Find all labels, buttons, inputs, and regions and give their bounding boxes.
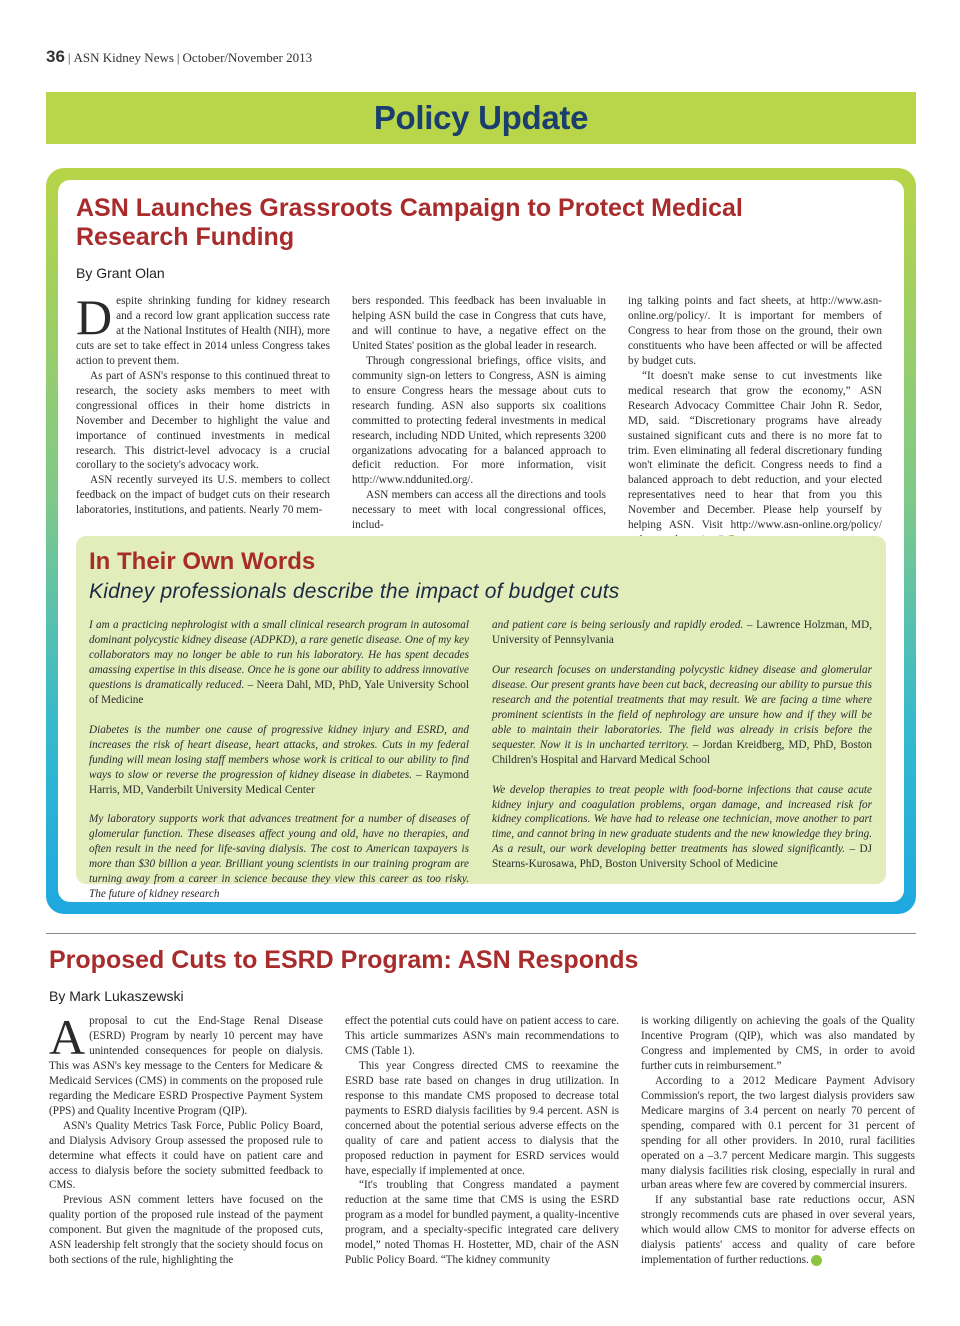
article-body xyxy=(76,289,884,548)
issue-date: October/November 2013 xyxy=(182,50,313,65)
article-column-1 xyxy=(49,1009,323,1268)
page-header xyxy=(46,47,312,67)
sidebar-title: In Their Own Words xyxy=(89,548,316,575)
end-mark-icon xyxy=(811,1255,822,1266)
article-title: Proposed Cuts to ESRD Program: ASN Responds xyxy=(49,946,639,974)
drop-cap: D xyxy=(76,289,113,345)
paragraph: effect the potential cuts could have on patient access to care. This article summarizes ASN's main recommendations to CMS (Table 1). xyxy=(345,1015,619,1057)
separator: | xyxy=(67,50,71,65)
paragraph: According to a 2012 Medicare Payment Advisory Commission's report, the two largest dialysis providers saw Medicare margins of 3.4 percent on nearly 70 percent of spending, compared with 0.1 percent for 31 percent of spending for all other providers. In 2010, rural facilities operated on a –3.7 percent Medicare margin. This suggests many dialysis facilities risk closing, especially in rural and urban areas where few are covered by commercial insurers. xyxy=(641,1074,915,1192)
article-column-1 xyxy=(76,289,330,548)
sidebar-subtitle: Kidney professionals describe the impact of budget cuts xyxy=(89,580,620,603)
paragraph: bers responded. This feedback has been invaluable in helping ASN build the case in Congress that cuts have, and will continue to have, a negative effect on the United States' position as the global leader in research. xyxy=(352,295,606,352)
article-byline: By Mark Lukaszewski xyxy=(49,988,184,1004)
article-column-3 xyxy=(628,294,882,548)
paragraph: is working diligently on achieving the goals of the Quality Incentive Program (QIP), which was also mandated by Congress and implemented by CMS, in order to avoid further cuts in reimbursement.” xyxy=(641,1015,915,1072)
paragraph: ASN recently surveyed its U.S. members to collect feedback on the impact of budget cuts on their research laboratories, institutions, and patients. Nearly 70 mem- xyxy=(76,474,330,517)
section-divider xyxy=(46,933,916,934)
quote: My laboratory supports work that advances treatment for a number of diseases of glomerular function. These diseases affect young and old, have no therapies, and often result in the need for life-saving dialysis. The cost to American taxpayers is more than $30 billion a year. Brilliant young scientists in our training program are turning away from a career in science because they view this career as too risky. The future of kidney research xyxy=(89,813,469,901)
paragraph: “It's troubling that Congress mandated a payment reduction at the same time that CMS is using the ESRD program as a model for bundled payment, a quality-incentive program, and a specialty-specific integrated care delivery model,” noted Thomas H. Hostetter, MD, chair of the ASN Public Policy Board. “The kidney community xyxy=(345,1179,619,1267)
paragraph: “It doesn't make sense to cut investments like medical research that grow the economy,” ASN Research Advocacy Committee Chair John R. Sedor, MD, said. “Discretionary programs have already sustained significant cuts and there is no more fat to trim. Even eliminating all federal discretionary funding won't eliminate the deficit. Congress needs to find a balanced approach to debt reduction, and your elected representatives need to hear that from you this November and December. Please help yourself by helping ASN. Visit http://www.asn-online.org/policy/ xyxy=(628,369,882,548)
article-frame xyxy=(46,168,916,914)
article-title: ASN Launches Grassroots Campaign to Protect Medical Research Funding xyxy=(76,194,743,251)
paragraph: Previous ASN comment letters have focused on the quality portion of the proposed rule instead of the payment component. But given the magnitude of the proposed cuts, ASN leadership felt strongly that the society should focus on both sections of the rule, highlighting the xyxy=(49,1194,323,1267)
quote: I am a practicing nephrologist with a small clinical research program in autosomal dominant polycystic kidney disease (ADPKD), a rare genetic disease. One of my key collaborators may no longer be able to run his laboratory. He has spent decades amassing expertise in this disease. Once he is gone our ability to address innovative questions is dramatically reduced. – Neera Dahl, MD, PhD, Yale University School of Medicine xyxy=(89,619,469,706)
publication-name: ASN Kidney News xyxy=(73,50,174,65)
quotes-column-right xyxy=(492,618,872,917)
article-column-3 xyxy=(641,1014,915,1268)
drop-cap: A xyxy=(49,1009,86,1065)
paragraph: If any substantial base rate reductions occur, ASN strongly recommends cuts are phased in over several years, which would allow CMS to monitor for adverse effects on dialysis patients' access and quality of care before implementation of further reductions. xyxy=(641,1194,915,1267)
separator: | xyxy=(176,50,180,65)
paragraph: Aproposal to cut the End-Stage Renal Disease (ESRD) Program by nearly 10 percent may have unintended consequences for people on dialysis. This was ASN's key message to the Centers for Medicare & Medicaid Services (CMS) in comments on the proposed rule regarding the Medicare ESRD Prospective Payment System (PPS) and Quality Incentive Program (QIP). xyxy=(49,1009,323,1117)
paragraph: ASN members can access all the directions and tools necessary to meet with local congressional offices, includ- xyxy=(352,489,606,532)
paragraph: As part of ASN's response to this continued threat to research, the society asks members to meet with congressional offices in their home districts in November and December to highlight the value and importance of continued investments in medical research. This district-level advocacy is a crucial corollary to the society's advocacy work. xyxy=(76,369,330,472)
quotes-column-left xyxy=(89,618,469,917)
quote: We develop therapies to treat people with food-borne infections that cause acute kidney injury and coagulation problems, organ damage, and increased risk for kidney complications. We have had to release one technician, move another to part time, and cannot bring in new graduate students and the new knowledge they bring. As a result, our work developing better treatments has slowed significantly. – DJ Stearns-Kurosawa, PhD, Boston University School of Medicine xyxy=(492,783,872,871)
paragraph: Through congressional briefings, office visits, and community sign-on letters to Congress, ASN is aiming to ensure Congress hears the message about cuts to research funding. ASN also supports six coalitions committed to protecting federal investments in medical research, including NDD United, which represents 3200 organizations advocating for a balanced approach to deficit reduction. For more information, visit http://www.nddunited.org/. xyxy=(352,354,606,487)
article-column-2 xyxy=(345,1014,619,1268)
section-title: Policy Update xyxy=(373,99,589,136)
article-frame-inner xyxy=(58,180,904,902)
sidebar-quotes xyxy=(76,536,886,901)
paragraph: This year Congress directed CMS to reexamine the ESRD base rate based on changes in drug utilization. In response to this mandate CMS proposed to decrease total payments to ESRD dialysis facilities by 9.4 percent. ASN is concerned about the potential serious adverse effects on the quality of care and patient access to dialysis that the proposed reduction in payment for ESRD services would have, especially if implemented at once. xyxy=(345,1059,619,1177)
quote: and patient care is being seriously and rapidly eroded. – Lawrence Holzman, MD, University of Pennsylvania xyxy=(492,619,872,646)
article-column-2 xyxy=(352,294,606,548)
quote: Our research focuses on understanding polycystic kidney disease and glomerular disease. Our present grants have been cut back, decreasing our ability to pursue this research and the potential treatments that may result. We are facing a time where prominent scientists in the field of nephrology are unsure how and if they will be able to maintain their laboratories. The field was already in crisis before the sequester. Now it is in uncharted territory. – Jordan Kreidberg, MD, PhD, Boston Children's Hospital and Harvard Medical School xyxy=(492,663,872,766)
quote: Diabetes is the number one cause of progressive kidney injury and ESRD, and increases the risk of heart disease, heart attacks, and strokes. Cuts in my federal funding will mean losing staff members whose work is critical to our ability to find ways to slow or reverse the progression of kidney disease in diabetes. – Raymond Harris, MD, Vanderbilt University Medical Center xyxy=(89,723,469,796)
section-banner xyxy=(46,92,916,144)
paragraph: ASN's Quality Metrics Task Force, Public Policy Board, and Dialysis Advisory Group assessed the proposed rule to determine what effects it could have on patient care and access to dialysis before the society submitted feedback to CMS. xyxy=(49,1119,323,1192)
article-byline: By Grant Olan xyxy=(76,265,165,281)
page-number: 36 xyxy=(46,47,65,66)
article-body xyxy=(49,1009,916,1268)
paragraph: Despite shrinking funding for kidney research and a record low grant application success rate at the National Institutes of Health (NIH), more cuts are set to take effect in 2014 unless Congress takes action to prevent them. xyxy=(76,289,330,367)
quotes-body xyxy=(89,618,872,917)
paragraph: ing talking points and fact sheets, at http://www.asn-online.org/policy/. It is important for members of Congress to hear from those on the ground, their own constituents who have been affected or will be affected by budget cuts. xyxy=(628,295,882,367)
